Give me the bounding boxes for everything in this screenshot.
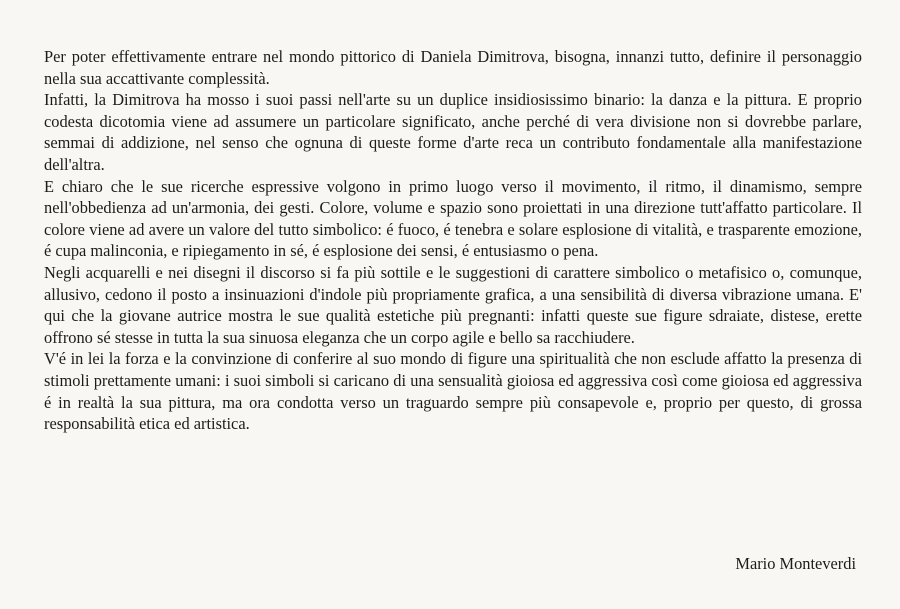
author-signature: Mario Monteverdi bbox=[735, 554, 856, 573]
paragraph-3: E chiaro che le sue ricerche espressive volgono in primo luogo verso il movimento, il ritmo, il dinamismo, sempre nell'obbedienza ad un'armonia, dei gesti. Colore, volume e spazio sono proiettati in una direzione tutt'affatto particolare. Il colore viene ad avere un valore del tutto simbolico: é fuoco, é tenebra e solare esplosione di vitalità, e trasparente emozione, é cupa malinconia, e ripiegamento in sé, é esplosione dei sensi, é entusiasmo o pena. bbox=[44, 176, 862, 261]
paragraph-4: Negli acquarelli e nei disegni il discorso si fa più sottile e le suggestioni di carattere simbolico o metafisico o, comunque, allusivo, cedono il posto a insinuazioni d'indole più propriamente grafica, a una sensibilità di diversa vibrazione umana. E' qui che la giovane autrice mostra le sue qualità estetiche più pregnanti: infatti queste sue figure sdraiate, distese, erette offrono sé stesse in tutta la sua sinuosa eleganza che un corpo agile e bello sa racchiudere. bbox=[44, 262, 862, 347]
paragraph-1: Per poter effettivamente entrare nel mondo pittorico di Daniela Dimitrova, bisogna, innanzi tutto, definire il personaggio nella sua accattivante complessità. bbox=[44, 47, 862, 88]
paragraph-5: V'é in lei la forza e la convinzione di conferire al suo mondo di figure una spiritualità che non esclude affatto la presenza di stimoli prettamente umani: i suoi simboli si caricano di una sensualità gioiosa ed aggressiva così come gioiosa ed aggressiva é in realtà la sua pittura, ma ora condotta verso un traguardo sempre più consapevole e, proprio per questo, di grossa responsabilità etica ed artistica. bbox=[44, 349, 862, 434]
body-text bbox=[44, 46, 862, 435]
paragraph-2: Infatti, la Dimitrova ha mosso i suoi passi nell'arte su un duplice insidiosissimo binario: la danza e la pittura. E proprio codesta dicotomia viene ad assumere un particolare significato, anche perché di vera divisione non si dovrebbe parlare, semmai di addizione, nel senso che ognuna di queste forme d'arte reca un contributo fondamentale alla manifestazione dell'altra. bbox=[44, 90, 862, 174]
